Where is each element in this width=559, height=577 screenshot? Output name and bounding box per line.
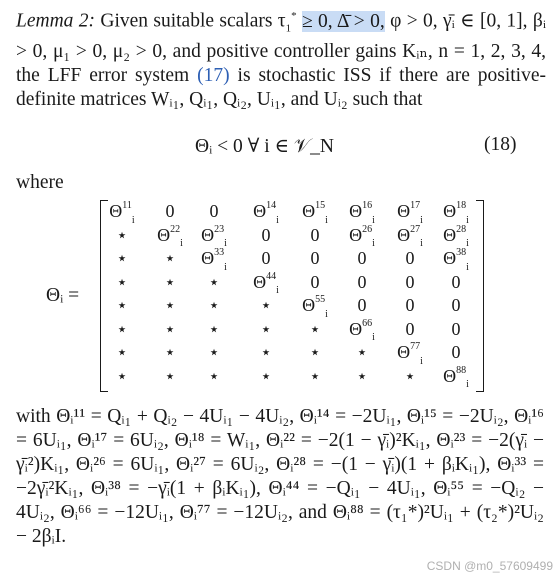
matrix-cell-r3-c1: ⋆ xyxy=(116,248,128,268)
matrix-cell-r3-c3: $\Theta^{33}_i$ xyxy=(201,247,227,273)
matrix-cell-r5-c3: ⋆ xyxy=(208,295,220,315)
matrix-cell-r3-c7: 0 xyxy=(405,248,415,268)
matrix-cell-r3-c4: 0 xyxy=(261,248,271,268)
highlighted-text: ≥ 0, Δ̄ > 0, xyxy=(301,10,385,32)
equation-reference-link[interactable]: (17) xyxy=(197,65,230,87)
matrix-cell-r2-c3: $\Theta^{23}_i$ xyxy=(201,223,227,250)
matrix-cell-r8-c6: ⋆ xyxy=(356,365,368,386)
matrix-cell-r4-c8: 0 xyxy=(451,271,461,292)
matrix-cell-r5-c5: $\Theta^{55}_i$ xyxy=(302,294,328,320)
matrix-cell-r2-c6: $\Theta^{26}_i$ xyxy=(349,223,375,250)
matrix-cell-r8-c3: ⋆ xyxy=(208,365,220,386)
definitions-paragraph: with Θᵢ¹¹ = Qᵢ₁ + Qᵢ₂ − 4Uᵢ₁ − 4Uᵢ₂, Θᵢ¹⁴ = −2Uᵢ₁, Θᵢ¹⁵ = −2Uᵢ₂, Θᵢ¹⁶ = 6Uᵢ₁, Θᵢ¹⁷ = 6Uᵢ₂, Θᵢ¹⁸ = Wᵢ₁, Θᵢ²² = −2(1 − γ̄ᵢ)²Kᵢ₁, Θᵢ²³ = −2(γ̄ᵢ − γ̄ᵢ²)Kᵢ₁, Θᵢ²⁶ = 6Uᵢ₁, Θᵢ²⁷ = 6Uᵢ₂, Θᵢ²⁸ = −(1 − γ̄ᵢ)(1 + βᵢKᵢ₁), Θᵢ³³ = −2γ̄ᵢ²Kᵢ₁, Θᵢ³⁸ = −γ̄ᵢ(1 + βᵢKᵢ₁), Θᵢ⁴⁴ = −Qᵢ₁ − 4Uᵢ₁, Θᵢ⁵⁵ = −Qᵢ₂ − 4Uᵢ₂, Θᵢ⁶⁶ = −12Uᵢ₁, Θᵢ⁷⁷ = −12Uᵢ₂, and Θᵢ⁸⁸ = (τ₁*)²Uᵢ₁ + (τ₂*)²Uᵢ₂ − 2βᵢI. xyxy=(16,406,544,547)
lemma-text-3: is stochastic ISS if there are positive-definite matrices Wᵢ₁, Qᵢ₁, Qᵢ₂, Uᵢ₁, and Uᵢ₂ such that xyxy=(16,65,547,111)
matrix-cell-r7-c5: ⋆ xyxy=(309,342,321,362)
matrix-cell-r1-c3: 0 xyxy=(209,201,219,221)
matrix-cell-r8-c5: ⋆ xyxy=(309,365,321,386)
matrix-cell-r8-c2: ⋆ xyxy=(164,365,176,386)
matrix-cell-r2-c7: $\Theta^{27}_i$ xyxy=(397,223,423,250)
matrix-cell-r7-c1: ⋆ xyxy=(116,342,128,362)
matrix-cell-r2-c4: 0 xyxy=(261,224,271,245)
matrix-cell-r4-c5: 0 xyxy=(310,271,320,292)
matrix-cell-r3-c2: ⋆ xyxy=(164,248,176,268)
matrix-cell-r5-c8: 0 xyxy=(451,295,461,315)
where-label: where xyxy=(16,172,64,193)
matrix-cell-r3-c5: 0 xyxy=(310,248,320,268)
matrix-cell-r3-c8: $\Theta^{38}_i$ xyxy=(443,247,469,273)
equation-18-number: (18) xyxy=(484,134,517,155)
matrix-cell-r5-c1: ⋆ xyxy=(116,295,128,315)
matrix-cell-r6-c6: $\Theta^{66}_i$ xyxy=(349,317,375,344)
matrix-cell-r5-c6: 0 xyxy=(357,295,367,315)
matrix-cell-r7-c4: ⋆ xyxy=(260,342,272,362)
matrix-cell-r7-c8: 0 xyxy=(451,342,461,362)
matrix-cell-r5-c4: ⋆ xyxy=(260,295,272,315)
matrix-cell-r5-c7: 0 xyxy=(405,295,415,315)
matrix-cell-r1-c6: $\Theta^{16}_i$ xyxy=(349,200,375,226)
matrix-cell-r4-c6: 0 xyxy=(357,271,367,292)
matrix-cell-r6-c7: 0 xyxy=(405,318,415,339)
matrix-cell-r6-c2: ⋆ xyxy=(164,318,176,339)
matrix-cell-r8-c7: ⋆ xyxy=(404,365,416,386)
matrix-lhs: Θᵢ = xyxy=(46,285,80,306)
matrix-left-bracket xyxy=(100,200,108,392)
matrix-cell-r8-c4: ⋆ xyxy=(260,365,272,386)
matrix-cell-r2-c5: 0 xyxy=(310,224,320,245)
matrix-cell-r8-c1: ⋆ xyxy=(116,365,128,386)
matrix-cell-r1-c8: $\Theta^{18}_i$ xyxy=(443,200,469,226)
matrix-cell-r2-c2: $\Theta^{22}_i$ xyxy=(157,223,183,250)
matrix-cell-r6-c1: ⋆ xyxy=(116,318,128,339)
matrix-cell-r4-c7: 0 xyxy=(405,271,415,292)
matrix-cell-r1-c7: $\Theta^{17}_i$ xyxy=(397,200,423,226)
matrix-cell-r4-c4: $\Theta^{44}_i$ xyxy=(253,270,279,297)
equation-18-body: Θᵢ < 0 ∀ i ∈ 𝒱_N xyxy=(195,136,334,157)
matrix-cell-r2-c8: $\Theta^{28}_i$ xyxy=(443,223,469,250)
matrix-cell-r6-c5: ⋆ xyxy=(309,318,321,339)
matrix-cell-r7-c3: ⋆ xyxy=(208,342,220,362)
matrix-cell-r7-c2: ⋆ xyxy=(164,342,176,362)
matrix-cell-r1-c2: 0 xyxy=(165,201,175,221)
lemma-text-1: Given suitable scalars τ xyxy=(95,10,286,32)
matrix-cell-r1-c1: $\Theta^{11}_i$ xyxy=(109,200,135,226)
lemma-heading: Lemma 2: xyxy=(16,10,96,32)
matrix-cell-r3-c6: 0 xyxy=(357,248,367,268)
matrix-cell-r8-c8: $\Theta^{88}_i$ xyxy=(443,364,469,391)
matrix-cell-r7-c7: $\Theta^{77}_i$ xyxy=(397,341,423,367)
matrix-cell-r7-c6: ⋆ xyxy=(356,342,368,362)
matrix-cell-r5-c2: ⋆ xyxy=(164,295,176,315)
matrix-cell-r6-c4: ⋆ xyxy=(260,318,272,339)
matrix-cell-r6-c8: 0 xyxy=(451,318,461,339)
matrix-cell-r1-c5: $\Theta^{15}_i$ xyxy=(302,200,328,226)
matrix-cell-r1-c4: $\Theta^{14}_i$ xyxy=(253,200,279,226)
lemma-text-2: φ > 0, γ̄ᵢ ∈ [0, 1], βᵢ > 0, μ₁ > 0, μ₂ > 0, and positive controller gains Kᵢₙ, n = 1, 2, 3, 4, the LFF error system xyxy=(16,10,547,87)
matrix-cell-r4-c3: ⋆ xyxy=(208,271,220,292)
matrix-cell-r4-c2: ⋆ xyxy=(164,271,176,292)
matrix-right-bracket xyxy=(476,200,484,392)
matrix-cell-r2-c1: ⋆ xyxy=(116,224,128,245)
matrix-cell-r4-c1: ⋆ xyxy=(116,271,128,292)
matrix-cell-r6-c3: ⋆ xyxy=(208,318,220,339)
lemma-statement: Lemma 2: Given suitable scalars $\tau_1^* \ge 0$, Δ̄ > 0, φ > 0, γ̄ᵢ ∈ [0, 1], βᵢ > 0, μ₁ > 0, μ₂ > 0, and positive controller gains Kᵢₙ, n = 1, 2, 3, 4, the LFF error system (17) is stochastic ISS if there are positive-definite matrices Wᵢ₁, Qᵢ₁, Qᵢ₂, Uᵢ₁, and Uᵢ₂ such that xyxy=(16,10,547,111)
watermark: CSDN @m0_57609499 xyxy=(426,559,553,573)
